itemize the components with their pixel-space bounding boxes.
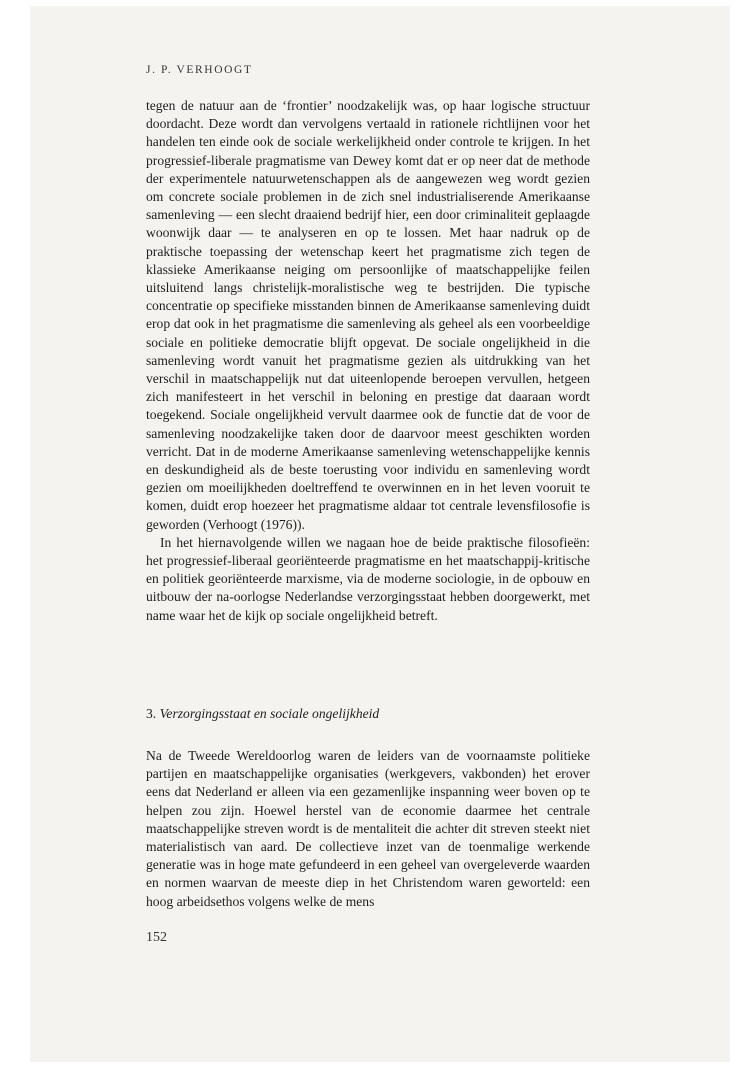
section-heading (146, 706, 379, 722)
section-paragraph: Na de Tweede Wereldoorlog waren de leiders van de voornaamste politieke partijen en maatschappelijke organisaties (werkgevers, vakbonden) het erover eens dat Nederland er alleen via een gezamenlijke inspanning weer boven op te helpen zou zijn. Hoewel herstel van de economie daarmee het centrale maatschappelijke streven wordt is de mentaliteit die achter dit streven steekt niet materialistisch van aard. De collectieve inzet van de toenmalige werkende generatie was in hoge mate gefundeerd in een geheel van overgeleverde waarden en normen waarvan de meeste diep in het Christendom waren geworteld: een hoog arbeidsethos volgens welke de mens (146, 748, 590, 909)
section-title: Verzorgingsstaat en sociale ongelijkheid (159, 706, 380, 721)
section-number: 3. (146, 706, 157, 721)
page-number: 152 (146, 930, 167, 945)
paragraph-1: tegen de natuur aan de ‘frontier’ noodzakelijk was, op haar logische structuur doordacht. Deze wordt dan vervolgens vertaald in rationele richtlijnen voor het handelen ten einde ook de sociale werkelijkheid onder controle te krijgen. In het progressief-liberale pragmatisme van Dewey komt dat er op neer dat de methode der experimentele natuurwetenschappen als de aangewezen weg wordt gezien om concrete sociale problemen in de zich snel industrialiserende Amerikaanse samenleving — een slecht draaiend bedrijf hier, een door criminaliteit geplaagde woonwijk daar — te analyseren en op te lossen. Met haar nadruk op de praktische toepassing der wetenschap keert het pragmatisme zich tegen de klassieke Amerikaanse neiging om persoonlijke of maatschappelijke feilen uitsluitend langs christelijk-moralistische weg te bestrijden. Die typische concentratie op specifieke misstanden binnen de Amerikaanse samenleving duidt erop dat ook in het pragmatisme die samenleving als geheel als een voorbeeldige sociale en politieke democratie blijft opgevat. De sociale ongelijkheid in die samenleving wordt vanuit het pragmatisme gezien als uitdrukking van het verschil in maatschappelijk nut dat uiteenlopende beroepen vervullen, hetgeen zich manifesteert in het verschil in beloning en prestige dat daaraan wordt toegekend. Sociale ongelijkheid vervult daarmee ook de functie dat de voor de samenleving noodzakelijke taken door de daarvoor meest geschikten worden verricht. Dat in de moderne Amerikaanse samenleving wetenschappelijke kennis en deskundigheid als de beste toerusting voor individu en samenleving wordt gezien om moeilijkheden doeltreffend te overwinnen en in het leven vooruit te komen, duidt erop hoezeer het pragmatisme aldaar tot centrale levensfilosofie is geworden (Verhoogt (1976)). (146, 98, 590, 532)
running-head: J. P. VERHOOGT (146, 64, 253, 76)
main-text (146, 97, 590, 625)
paragraph-2: In het hiernavolgende willen we nagaan hoe de beide praktische filosofieën: het progressief-liberaal georiënteerde pragmatisme en het maatschappij-kritische en politiek georiënteerde marxisme, via de moderne sociologie, in de opbouw en uitbouw der na-oorlogse Nederlandse verzorgingsstaat hebben doorgewerkt, met name waar het de kijk op sociale ongelijkheid betreft. (146, 534, 590, 623)
